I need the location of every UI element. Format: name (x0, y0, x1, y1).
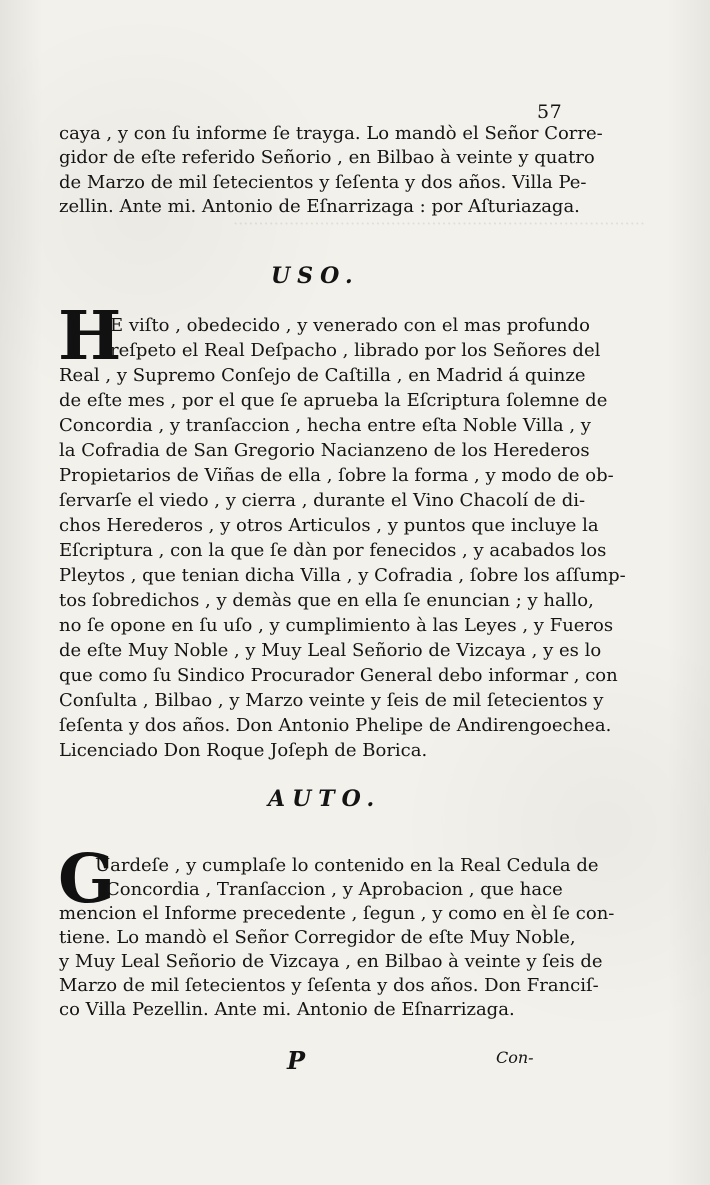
uso-line-11: Pleytos , que tenian dicha Villa , y Cofradia , ſobre los aſſump- (59, 565, 626, 586)
page-number: 57 (537, 101, 563, 123)
uso-line-7: Propietarios de Viñas de ella , ſobre la forma , y modo de ob- (59, 465, 614, 486)
uso-line-18: Licenciado Don Roque Joſeph de Borica. (59, 740, 428, 761)
uso-line-15: que como ſu Sindico Procurador General debo informar , con (59, 665, 618, 686)
uso-line-1: E viſto , obedecido , y venerado con el mas profundo (110, 315, 590, 336)
uso-line-17: ſeſenta y dos años. Don Antonio Phelipe de Andirengoechea. (59, 715, 612, 736)
uso-line-13: no ſe opone en ſu uſo , y cumplimiento à las Leyes , y Fueros (59, 615, 614, 636)
uso-line-2: reſpeto el Real Deſpacho , librado por los Señores del (110, 340, 601, 361)
uso-line-5: Concordia , y tranſaccion , hecha entre eſta Noble Villa , y (59, 415, 591, 436)
auto-line-2: Concordia , Tranſaccion , y Aprobacion , que hace (106, 879, 563, 900)
uso-line-3: Real , y Supremo Conſejo de Caſtilla , en Madrid á quinze (59, 365, 586, 386)
intro-line-4: zellin. Ante mi. Antonio de Eſnarrizaga : por Aſturiazaga. (59, 196, 580, 217)
printer-signature: P (287, 1046, 306, 1075)
auto-heading: AUTO. (268, 786, 382, 812)
uso-drop-cap: H (58, 296, 122, 375)
uso-line-4: de eſte mes , por el que ſe aprueba la Eſcriptura ſolemne de (59, 390, 608, 411)
uso-line-9: chos Herederos , y otros Articulos , y puntos que incluye la (59, 515, 599, 536)
uso-line-6: la Cofradia de San Gregorio Nacianzeno de los Herederos (59, 440, 590, 461)
intro-line-1: caya , y con ſu informe ſe trayga. Lo mandò el Señor Corre- (59, 123, 603, 144)
intro-line-2: gidor de eſte referido Señorio , en Bilbao à veinte y quatro (59, 147, 595, 168)
auto-line-7: co Villa Pezellin. Ante mi. Antonio de Eſnarrizaga. (59, 999, 515, 1020)
auto-line-3: mencion el Informe precedente , ſegun , y como en èl ſe con- (59, 903, 615, 924)
auto-line-4: tiene. Lo mandò el Señor Corregidor de eſte Muy Noble, (59, 927, 576, 948)
uso-line-12: tos ſobredichos , y demàs que en ella ſe enuncian ; y hallo, (59, 590, 594, 611)
uso-line-16: Conſulta , Bilbao , y Marzo veinte y ſeis de mil ſetecientos y (59, 690, 604, 711)
auto-drop-cap: G (58, 839, 116, 918)
uso-line-10: Eſcriptura , con la que ſe dàn por fenecidos , y acabados los (59, 540, 607, 561)
uso-line-8: ſervarſe el viedo , y cierra , durante el Vino Chacolí de di- (59, 490, 586, 511)
intro-line-3: de Marzo de mil ſetecientos y ſeſenta y dos años. Villa Pe- (59, 172, 587, 193)
auto-line-5: y Muy Leal Señorio de Vizcaya , en Bilbao à veinte y ſeis de (59, 951, 603, 972)
uso-heading: USO. (271, 263, 360, 289)
bleed-through-text: ················································································· (233, 214, 645, 233)
uso-line-14: de eſte Muy Noble , y Muy Leal Señorio de Vizcaya , y es lo (59, 640, 602, 661)
auto-line-1: Uardeſe , y cumplaſe lo contenido en la Real Cedula de (95, 855, 599, 876)
auto-line-6: Marzo de mil ſetecientos y ſeſenta y dos años. Don Franciſ- (59, 975, 599, 996)
catchword: Con- (496, 1048, 534, 1067)
